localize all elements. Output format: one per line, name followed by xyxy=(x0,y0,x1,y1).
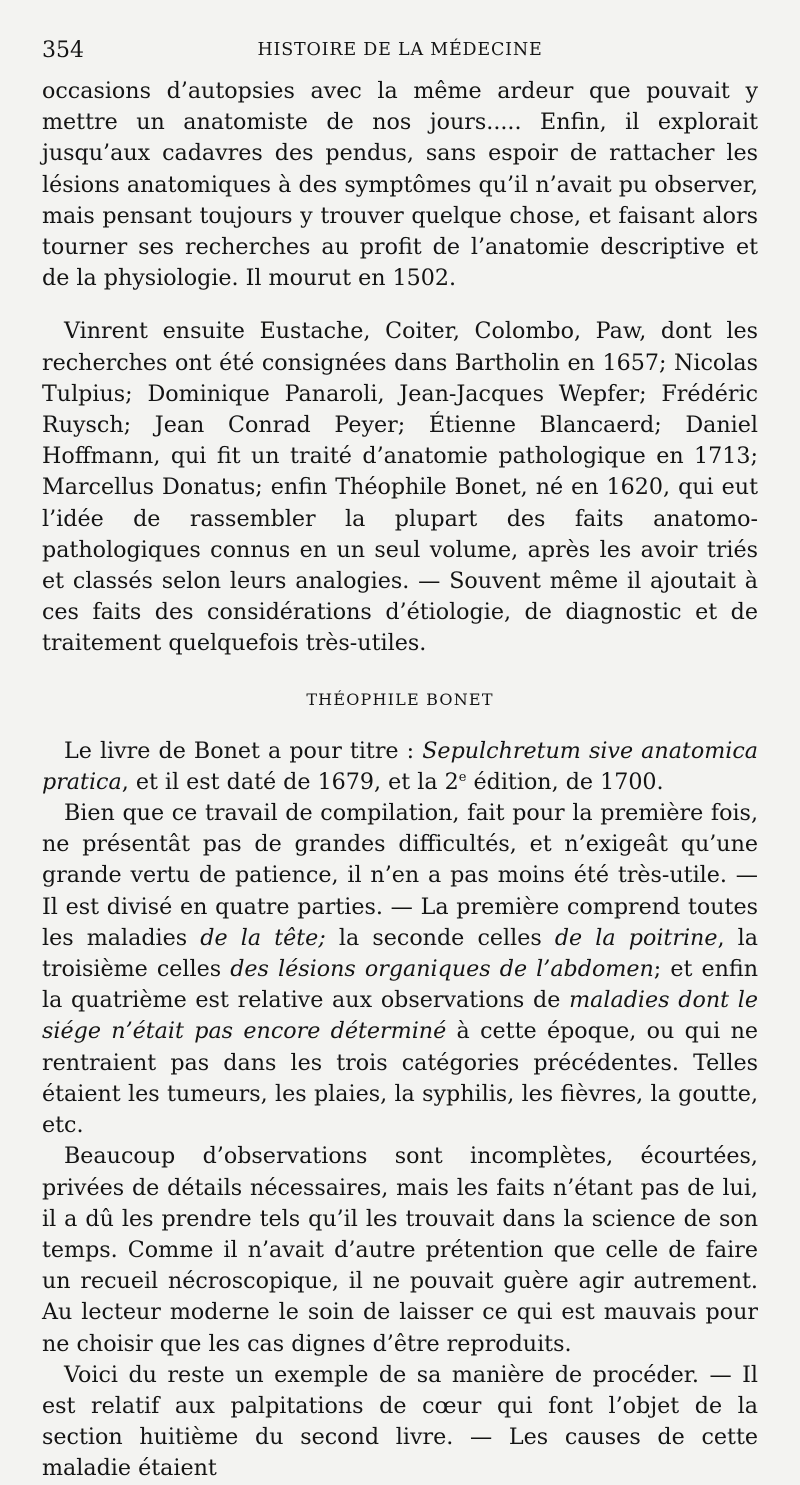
p4-text-4: ; et enfin la quatrième est relative aux observations de xyxy=(42,956,758,1014)
p4-italic-2: de la poitrine xyxy=(554,924,718,951)
section-heading: THÉOPHILE BONET xyxy=(306,689,494,709)
p4-italic-1: de la tête; xyxy=(200,924,326,951)
body-text xyxy=(42,76,758,1485)
paragraph-4 xyxy=(42,798,758,1141)
paragraph-6: Voici du reste un exemple de sa manière de procéder. — Il est relatif aux palpitations de cœur qui font l’objet de la section huitième du second livre. — Les causes de cette maladie étaient xyxy=(42,1361,758,1482)
book-title: Sepulchretum sive anatomica pratica xyxy=(42,737,758,795)
running-head xyxy=(42,38,758,64)
p3-superscript: e xyxy=(458,769,467,785)
p4-text-5: à cette époque, ou qui ne rentraient pas dans les trois catégories précédentes. Telles étaient les tumeurs, les plaies, la syphilis, les fièvres, la goutte, etc. xyxy=(42,1018,758,1139)
running-title: HISTOIRE DE LA MÉDECINE xyxy=(257,40,543,60)
p4-italic-4: maladies dont le siége n’était pas encore déterminé xyxy=(42,987,758,1045)
paragraph-1: occasions d’autopsies avec la même ardeur que pouvait y mettre un anatomiste de nos jours..... Enfin, il explorait jusqu’aux cadavres des pendus, sans espoir de rattacher les lésions anatomiques à des symptômes qu’il n’avait pu observer, mais pensant toujours y trouver quelque chose, et faisant alors tourner ses recherches au profit de l’anatomie descriptive et de la physiologie. Il mourut en 1502. xyxy=(42,78,758,292)
paragraph-5: Beaucoup d’observations sont incomplètes, écourtées, privées de détails nécessaires, mais les faits n’étant pas de lui, il a dû les prendre tels qu’il les trouvait dans la science de son temps. Comme il n’avait d’autre prétention que celle de faire un recueil nécroscopique, il ne pouvait guère agir autrement. Au lecteur moderne le soin de laisser ce qui est mauvais pour ne choisir que les cas dignes d’être reproduits. xyxy=(42,1143,758,1357)
paragraph-3 xyxy=(42,736,758,798)
p3-text-before: Le livre de Bonet a pour titre : xyxy=(64,737,423,764)
p3-text-after: , et il est daté de 1679, et la 2 xyxy=(121,768,459,795)
paragraph-2: Vinrent ensuite Eustache, Coiter, Colombo, Paw, dont les recherches ont été consignées dans Bartholin en 1657; Nicolas Tulpius; Dominique Panaroli, Jean-Jacques Wepfer; Frédéric Ruysch; Jean Conrad Peyer; Étienne Blancaerd; Daniel Hoffmann, qui fit un traité d’anatomie pathologique en 1713; Marcellus Donatus; enfin Théophile Bonet, né en 1620, qui eut l’idée de rassembler la plupart des faits anatomo-pathologiques connus en un seul volume, après les avoir triés et classés selon leurs analogies. — Souvent même il ajoutait à ces faits des considérations d’étiologie, de diagnostic et de traitement quelquefois très-utiles. xyxy=(42,318,758,657)
p4-italic-3: des lésions organiques de l’abdomen xyxy=(230,956,654,983)
p4-text-3: , la troisième celles xyxy=(42,924,758,983)
p4-text-2: la seconde celles xyxy=(325,924,555,951)
page-number: 354 xyxy=(42,38,84,63)
p4-text-1: Bien que ce travail de compilation, fait pour la première fois, ne présentât pas de grandes difficultés, et n’exigeât qu’une grande vertu de patience, il n’en a pas moins été très-utile. — Il est divisé en quatre parties. — La première comprend toutes les maladies xyxy=(42,800,758,951)
p3-text-end: édition, de 1700. xyxy=(466,768,664,795)
